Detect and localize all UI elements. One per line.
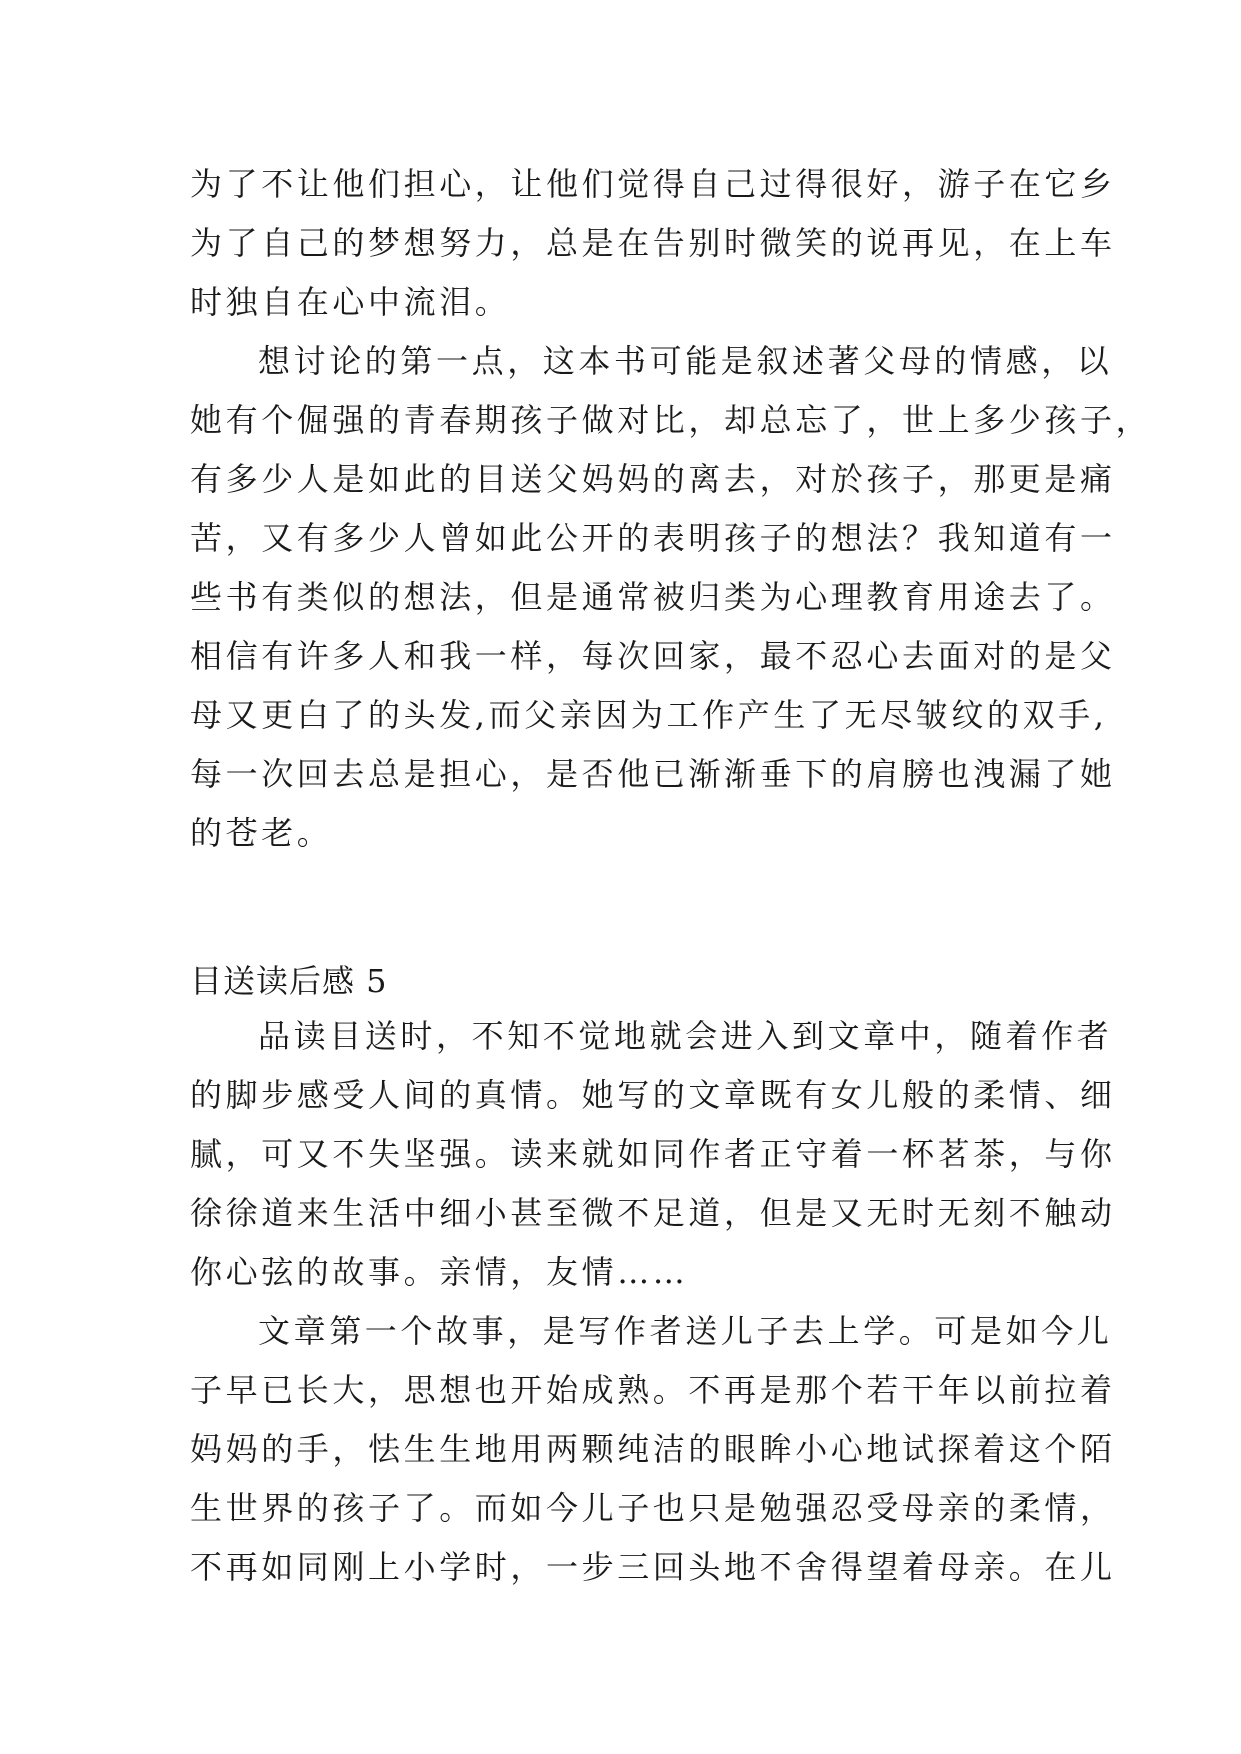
section-spacer bbox=[190, 863, 1070, 955]
text-line: 徐徐道来生活中细小甚至微不足道，但是又无时无刻不触动 bbox=[190, 1194, 1116, 1232]
text-line: 些书有类似的想法，但是通常被归类为心理教育用途去了。 bbox=[190, 578, 1116, 616]
text-line: 文章第一个故事，是写作者送儿子去上学。可是如今儿 bbox=[258, 1312, 1113, 1350]
text-line: 每一次回去总是担心，是否他已渐渐垂下的肩膀也洩漏了她 bbox=[190, 755, 1116, 793]
document-body bbox=[190, 155, 1152, 1597]
text-line: 为了自己的梦想努力，总是在告别时微笑的说再见，在上车 bbox=[190, 224, 1116, 262]
text-line: 生世界的孩子了。而如今儿子也只是勉强忍受母亲的柔情， bbox=[190, 1489, 1116, 1527]
text-line: 为了不让他们担心，让他们觉得自己过得很好，游子在它乡 bbox=[190, 165, 1116, 203]
text-line: 想讨论的第一点，这本书可能是叙述著父母的情感，以 bbox=[258, 342, 1113, 380]
text-line: 你心弦的故事。亲情，友情…… bbox=[190, 1253, 689, 1291]
paragraph-story bbox=[190, 1302, 1116, 1597]
text-line: 的脚步感受人间的真情。她写的文章既有女儿般的柔情、细 bbox=[190, 1076, 1116, 1114]
text-line: 她有个倔强的青春期孩子做对比，却总忘了，世上多少孩子， bbox=[190, 401, 1152, 439]
paragraph-first-point bbox=[190, 332, 1152, 863]
text-line: 的苍老。 bbox=[190, 814, 333, 852]
text-line: 品读目送时，不知不觉地就会进入到文章中，随着作者 bbox=[258, 1017, 1113, 1055]
text-line: 不再如同刚上小学时，一步三回头地不舍得望着母亲。在儿 bbox=[190, 1548, 1116, 1586]
text-line: 妈妈的手，怯生生地用两颗纯洁的眼眸小心地试探着这个陌 bbox=[190, 1430, 1116, 1468]
text-line: 腻，可又不失坚强。读来就如同作者正守着一杯茗茶，与你 bbox=[190, 1135, 1116, 1173]
section-heading: 目送读后感 5 bbox=[190, 962, 388, 1000]
text-line: 时独自在心中流泪。 bbox=[190, 283, 511, 321]
text-line: 母又更白了的头发,而父亲因为工作产生了无尽皱纹的双手, bbox=[190, 696, 1108, 734]
paragraph-reading bbox=[190, 1007, 1116, 1302]
text-line: 相信有许多人和我一样，每次回家，最不忍心去面对的是父 bbox=[190, 637, 1116, 675]
text-line: 苦，又有多少人曾如此公开的表明孩子的想法？我知道有一 bbox=[190, 519, 1116, 557]
paragraph-intro bbox=[190, 155, 1116, 332]
text-line: 子早已长大，思想也开始成熟。不再是那个若干年以前拉着 bbox=[190, 1371, 1116, 1409]
text-line: 有多少人是如此的目送父妈妈的离去，对於孩子，那更是痛 bbox=[190, 460, 1116, 498]
